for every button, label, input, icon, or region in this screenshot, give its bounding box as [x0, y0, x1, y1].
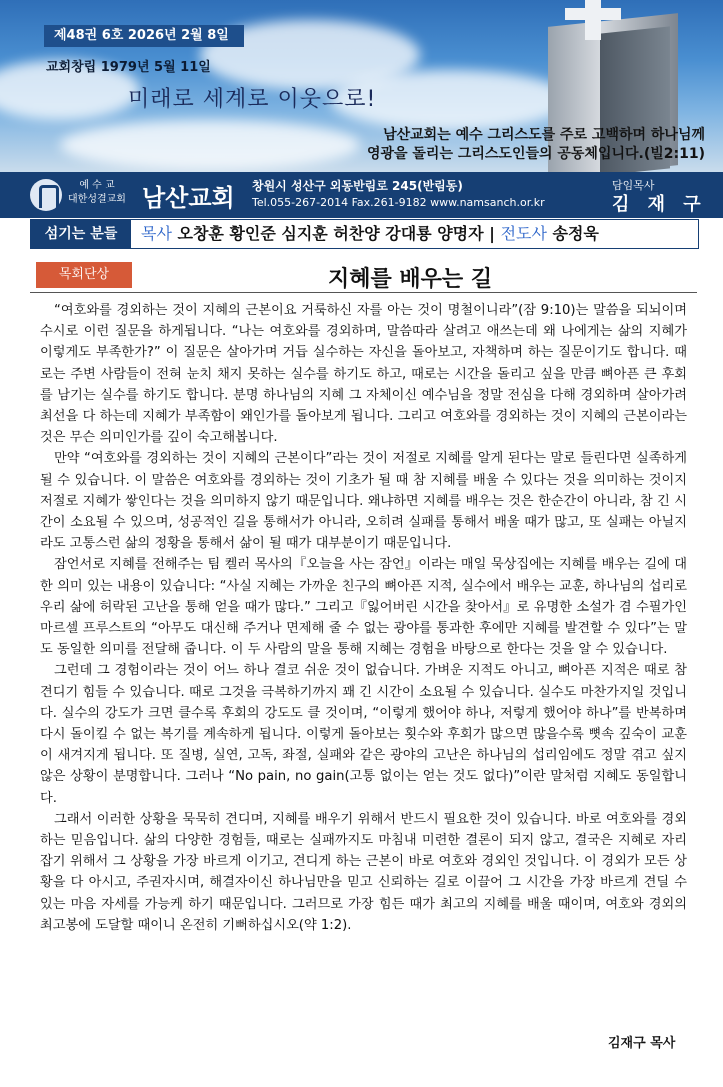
cross-icon — [565, 8, 621, 20]
article-paragraph: “여호와를 경외하는 것이 지혜의 근본이요 거룩하신 자를 아는 것이 명철이니라”(잠 9:10)는 말씀을 되뇌이며 수시로 이런 질문을 하게됩니다. “나는 여호와를 경외하며, 말씀따라 살려고 애쓰는데 왜 나에게는 삶의 지혜가 이렇게도 부족한가?” 이 질문은 살아가며 거듭 실수하는 자신을 돌아보고, 자책하며 하는 질문이기도 합니다. 때로는 주변 사람들이 전혀 눈치 채지 못하는 실수를 하기도 하고, 때로는 시간을 돌리고 싶을 만큼 뼈아픈 큰 후회를 남기는 실수를 하기도 합니다. 분명 하나님의 지혜 그 자체이신 예수님을 정말 전심을 다해 경외하며 살아가려 최선을 다 하는데 지혜가 부족함이 왜인가를 돌아보게 됩니다. 그리고 여호와를 경외하는 것이 지혜의 근본이라는 것은 무슨 의미인가를 깊이 숙고해봅니다. — [40, 303, 687, 446]
ministers-label: 섬기는 분들 — [31, 220, 131, 248]
title-divider — [30, 292, 697, 293]
mission-line: 영광을 돌리는 그리스도인들의 공동체입니다.(빌2:11) — [366, 146, 705, 162]
header-banner — [0, 0, 723, 172]
pastor-role: 담임목사 — [612, 179, 655, 192]
article-paragraph: 만약 “여호와를 경외하는 것이 지혜의 근본이다”라는 것이 저절로 지혜를 알게 된다는 말로 들린다면 실족하게 될 수 있습니다. 이 말씀은 여호와를 경외하는 것이 기초가 될 때 참 지혜를 배울 수 있다는 것을 의미하는 것이지 저절로 지혜가 쌓인다는 것을 의미하지 않기 때문입니다. 왜냐하면 지혜를 배우는 것은 한순간이 아니라, 참 긴 시간이 소요될 수 있으며, 성공적인 길을 통해서가 아니라, 오히려 실패를 통해서 배울 때가 많고, 또 실패는 아닐지라도 고통스런 삶의 정황을 통해서 삶이 될 때가 대부분이기 때문입니다. — [40, 451, 687, 552]
pastor-title: 목사 — [141, 224, 172, 243]
church-info-bar — [0, 172, 723, 218]
church-name: 남산교회 — [142, 183, 235, 212]
separator: | — [489, 224, 495, 243]
ministers-bar — [30, 219, 699, 249]
issue-info: 제48권 6호 2026년 2월 8일 — [44, 25, 244, 47]
cross-icon — [585, 0, 601, 40]
article-paragraph: 잠언서로 지혜를 전해주는 팀 켈러 목사의『오늘을 사는 잠언』이라는 매일 묵상집에는 지혜를 배우는 길에 대한 의미 있는 내용이 있습니다: “사실 지혜는 가까운 친구의 뼈아픈 지적, 실수에서 배우는 교훈, 하나님의 섭리로 우리 삶에 허락된 고난을 통해 얻을 때가 많다.” 그리고『잃어버린 시간을 찾아서』로 유명한 소설가 겸 수필가인 마르셀 프루스트의 “아무도 대신해 주거나 면제해 줄 수 없는 광야를 통과한 후에만 지혜를 발견할 수 있다”는 말도 동일한 의미를 전달해 줍니다. 이 두 사람의 말을 통해 지혜는 경험을 바탕으로 한다는 것을 알 수 있습니다. — [40, 557, 687, 658]
founding-date: 교회창립 1979년 5월 11일 — [46, 60, 211, 75]
church-contact: Tel.055-267-2014 Fax.261-9182 www.namsanch.or.kr — [252, 196, 545, 209]
denomination-line: 예 수 교 — [79, 180, 115, 191]
pastor-names: 오창훈 황인준 심지훈 허찬양 강대룡 양명자 — [177, 224, 484, 243]
church-address: 창원시 성산구 외동반림로 245(반림동) — [252, 179, 463, 193]
article-author: 김재구 목사 — [608, 1036, 676, 1051]
cloud-decoration — [60, 120, 360, 170]
evangelist-name: 송정욱 — [552, 224, 599, 243]
church-logo-icon — [30, 179, 62, 211]
denomination-line: 대한성결교회 — [68, 194, 126, 205]
evangelist-title: 전도사 — [500, 224, 547, 243]
article-body — [40, 300, 687, 936]
article-paragraph: 그래서 이러한 상황을 묵묵히 견디며, 지혜를 배우기 위해서 반드시 필요한 것이 있습니다. 바로 여호와를 경외하는 믿음입니다. 삶의 다양한 경험들, 때로는 실패까지도 마침내 미련한 결론이 되지 않고, 결국은 지혜로 자리 잡기 위해서 그 상황을 가장 바르게 이기고, 견디게 하는 근본이 바로 여호와 경외인 것입니다. 이 경외가 모든 상황을 다 아시고, 주권자시며, 해결자이신 하나님만을 믿고 신뢰하는 길로 이끌어 그 시간을 가장 바르게 견딜 수 있는 마음 자세를 가능케 하기 때문입니다. 그러므로 가장 힘든 때가 최고의 지혜를 배울 때이며, 여호와 경외의 최고봉에 도달할 때이니 온전히 기뻐하십시오(약 1:2). — [40, 811, 687, 933]
pastor-name: 김 재 구 — [612, 194, 707, 215]
article-title: 지혜를 배우는 길 — [328, 267, 493, 292]
article-paragraph: 그런데 그 경험이라는 것이 어느 하나 결코 쉬운 것이 없습니다. 가벼운 지적도 아니고, 뼈아픈 지적은 때로 참 견디기 힘들 수 있습니다. 때로 그것을 극복하기까지 꽤 긴 시간이 소요될 수 있습니다. 실수도 마찬가지일 것입니다. 실수의 강도가 크면 클수록 후회의 강도도 클 것이며, “이렇게 했어야 하나, 저렇게 했어야 하나”를 반복하며 다시 돌이킬 수 없는 복기를 계속하게 됩니다. 이렇게 돌아보는 횟수와 후회가 많으면 많을수록 뼛속 깊숙이 교훈이 새겨지게 됩니다. 또 질병, 실연, 고독, 좌절, 실패와 같은 광야의 고난은 하나님의 섭리임에도 정말 겪고 싶지 않은 상황이 분명합니다. 그러나 “No pain, no gain(고통 없이는 얻는 것도 없다)”이란 말처럼 지혜도 동일합니다. — [40, 663, 687, 806]
denomination — [68, 179, 126, 207]
mission-line: 남산교회는 예수 그리스도를 주로 고백하며 하나님께 — [383, 127, 705, 143]
slogan: 미래로 세계로 이웃으로! — [128, 87, 377, 112]
ministers-list — [141, 220, 599, 248]
mission-statement — [360, 126, 705, 164]
section-tag: 목회단상 — [36, 262, 132, 288]
